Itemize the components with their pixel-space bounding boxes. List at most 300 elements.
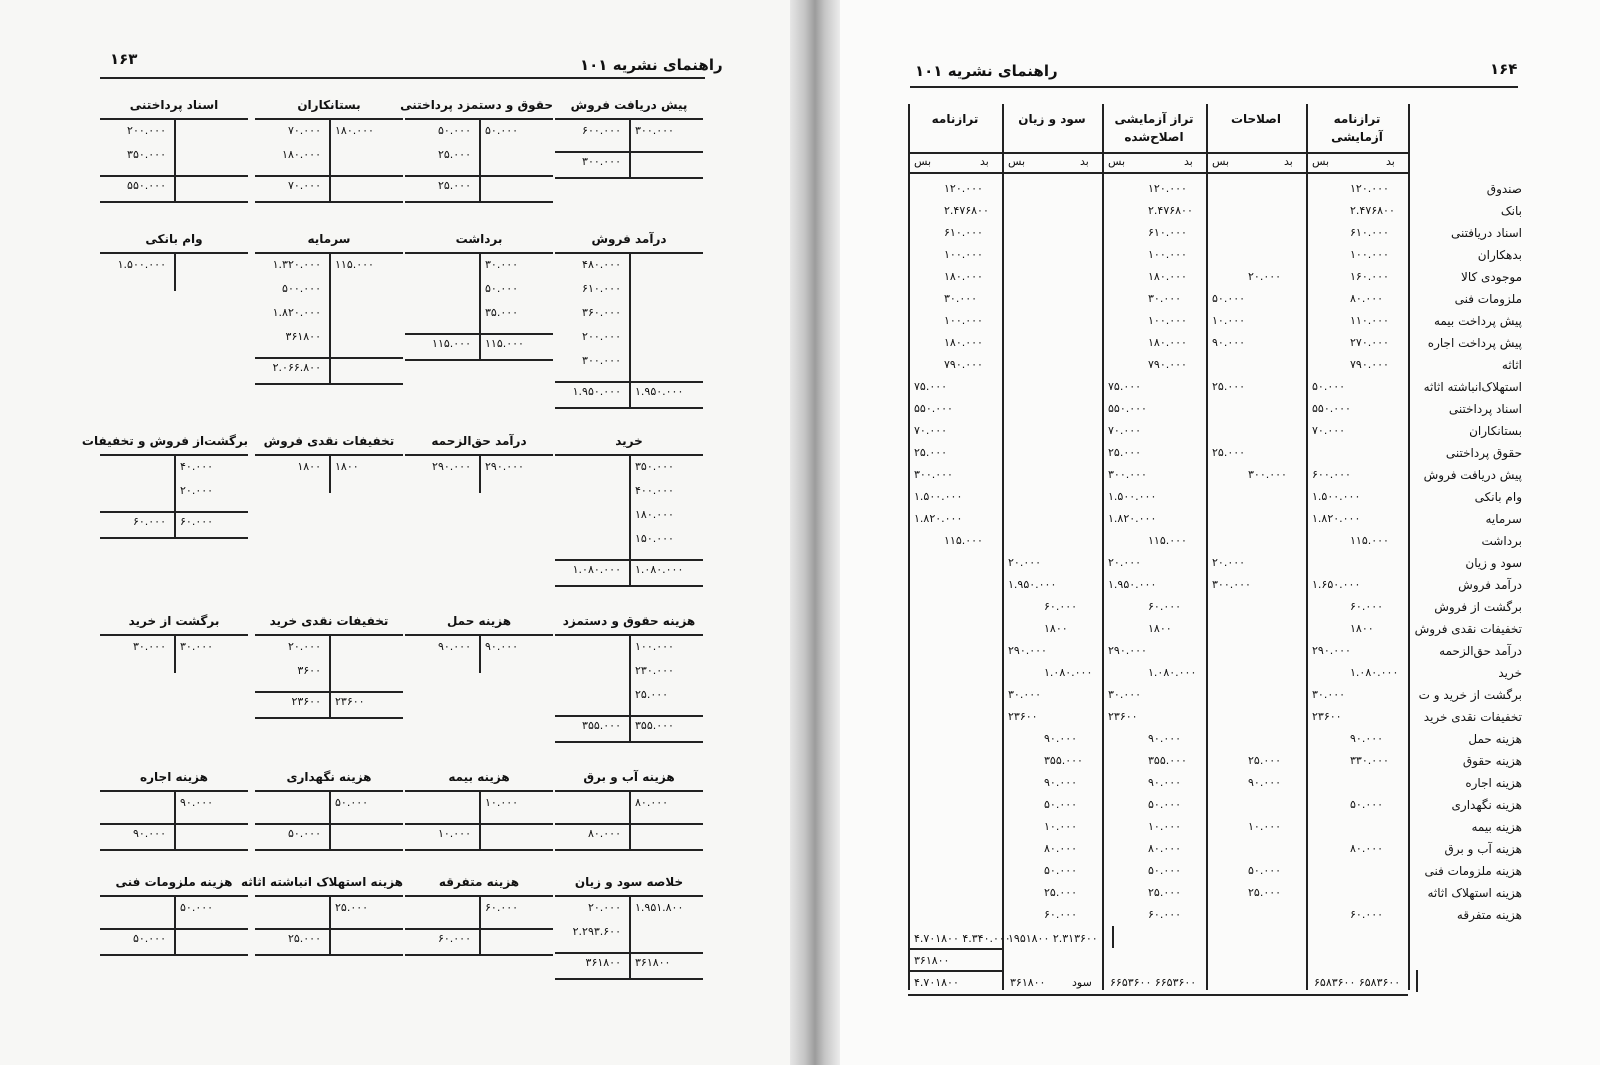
- left-page: [0, 0, 790, 1065]
- header-rule: [908, 152, 1408, 154]
- debit-cell: ۱۰۰.۰۰۰: [1350, 248, 1389, 261]
- account-label: وام بانکی: [1474, 490, 1522, 504]
- credit-cell: ۲۹۰.۰۰۰: [1108, 644, 1147, 657]
- balance-credit: ۱.۰۸۰.۰۰۰: [572, 563, 621, 576]
- t-account-bottom-rule: [255, 201, 403, 203]
- t-account-divider: [329, 253, 331, 385]
- account-label: اسناد پرداختنی: [1448, 402, 1522, 416]
- credit-cell: ۱.۸۲۰.۰۰۰: [1108, 512, 1157, 525]
- debit-entry: ۹۰.۰۰۰: [180, 796, 214, 809]
- account-label: هزینه اجاره: [1465, 776, 1522, 790]
- t-account-title: هزینه اجاره: [140, 770, 208, 784]
- t-account-title: پیش دریافت فروش: [570, 98, 688, 112]
- credit-cell: ۷۵.۰۰۰: [1108, 380, 1142, 393]
- right-header-rule: [910, 86, 1518, 88]
- t-account-bottom-rule: [555, 585, 703, 587]
- t-account-divider: [479, 896, 481, 956]
- debit-cell: ۳۰.۰۰۰: [1148, 292, 1182, 305]
- book-gutter: [790, 0, 840, 1065]
- debit-cell: ۱.۰۸۰.۰۰۰: [1044, 666, 1093, 679]
- credit-entry: ۳۶۱۸۰۰: [285, 330, 321, 343]
- credit-cell: ۷۰.۰۰۰: [1108, 424, 1142, 437]
- account-label: هزینه حمل: [1468, 732, 1522, 746]
- balance-credit: ۱۱۵.۰۰۰: [432, 337, 471, 350]
- t-account-divider: [174, 253, 176, 291]
- t-account-bottom-rule: [255, 383, 403, 385]
- balance-credit: ۲.۰۶۶.۸۰۰: [272, 361, 321, 374]
- credit-cell: ۲۵.۰۰۰: [1212, 446, 1246, 459]
- credit-cell: ۲۹۰.۰۰۰: [1312, 644, 1351, 657]
- debit-cell: ۱۰۰.۰۰۰: [1148, 248, 1187, 261]
- credit-entry: ۳۶۰۰: [297, 664, 321, 677]
- t-account-balance-rule: [405, 928, 553, 930]
- t-account-title: هزینه متفرقه: [438, 875, 520, 889]
- debit-cell: ۳۵۵.۰۰۰: [1148, 754, 1187, 767]
- t-account-divider: [629, 455, 631, 587]
- t-account-title: حقوق و دستمزد پرداختنی: [400, 98, 553, 112]
- debit-entry: ۳۰.۰۰۰: [485, 258, 519, 271]
- balance-credit: ۵۰.۰۰۰: [287, 827, 321, 840]
- t-account-divider: [174, 455, 176, 539]
- credit-entry: ۲۹۰.۰۰۰: [432, 460, 471, 473]
- account-label: موجودی کالا: [1460, 270, 1522, 284]
- t-account-title: تخفیفات نقدی فروش: [263, 434, 395, 448]
- debit-entry: ۲۵.۰۰۰: [635, 688, 669, 701]
- debit-entry: ۱۸۰.۰۰۰: [635, 508, 674, 521]
- t-account-balance-rule: [405, 333, 553, 335]
- debit-entry: ۲۹۰.۰۰۰: [485, 460, 524, 473]
- column-rule: [1408, 104, 1410, 990]
- column-header: اصلاحات: [1230, 112, 1282, 126]
- t-account-divider: [629, 896, 631, 980]
- debit-cell: ۹۰.۰۰۰: [1044, 776, 1078, 789]
- balance-debit: ۲۳۶۰۰: [335, 695, 365, 708]
- t-account-bottom-rule: [405, 201, 553, 203]
- t-account-bottom-rule: [255, 717, 403, 719]
- t-account-balance-rule: [100, 823, 248, 825]
- credit-entry: ۱۸۰.۰۰۰: [282, 148, 321, 161]
- column-header: تراز آزمایشی اصلاح‌شده: [1114, 112, 1194, 144]
- t-account-balance-rule: [100, 511, 248, 513]
- account-label: بستانکاران: [1469, 424, 1522, 438]
- account-label: خرید: [1498, 666, 1522, 680]
- credit-cell: ۵۰.۰۰۰: [1312, 380, 1346, 393]
- credit-cell: ۶۰۰.۰۰۰: [1312, 468, 1351, 481]
- credit-cell: ۲۵.۰۰۰: [914, 446, 948, 459]
- credit-cell: ۱.۸۲۰.۰۰۰: [914, 512, 963, 525]
- t-account-title: تخفیفات نقدی خرید: [269, 614, 389, 628]
- t-account-divider: [479, 253, 481, 361]
- balance-credit: ۶۰.۰۰۰: [437, 932, 471, 945]
- balance-credit: ۲۳۶۰۰: [291, 695, 321, 708]
- credit-cell: ۱.۶۵۰.۰۰۰: [1312, 578, 1361, 591]
- t-account-title: هزینه بیمه: [448, 770, 510, 784]
- account-label: درآمد فروش: [1458, 578, 1522, 592]
- credit-cell: ۵۵۰.۰۰۰: [914, 402, 953, 415]
- credit-entry: ۳۰۰.۰۰۰: [582, 354, 621, 367]
- credit-cell: ۲۹۰.۰۰۰: [1008, 644, 1047, 657]
- debit-cell: ۲۰.۰۰۰: [1248, 270, 1282, 283]
- debit-cell: ۹۰.۰۰۰: [1248, 776, 1282, 789]
- t-account-balance-rule: [405, 823, 553, 825]
- debit-entry: ۱۱۵.۰۰۰: [335, 258, 374, 271]
- debit-cell: ۸۰.۰۰۰: [1350, 842, 1384, 855]
- credit-cell: ۲۳۶۰۰: [1312, 710, 1342, 723]
- balance-credit: ۹۰.۰۰۰: [132, 827, 166, 840]
- account-label: برداشت: [1481, 534, 1522, 548]
- debit-entry: ۵۰.۰۰۰: [485, 124, 519, 137]
- debit-cell: ۳۵۵.۰۰۰: [1044, 754, 1083, 767]
- debit-cell: ۹۰.۰۰۰: [1350, 732, 1384, 745]
- debit-cell: ۶۰.۰۰۰: [1350, 600, 1384, 613]
- debit-entry: ۱۸۰۰: [335, 460, 359, 473]
- credit-cell: ۳۰.۰۰۰: [1008, 688, 1042, 701]
- account-label: اثاثه: [1501, 358, 1522, 372]
- debit-cell: ۲۵.۰۰۰: [1248, 886, 1282, 899]
- t-account-bottom-rule: [555, 177, 703, 179]
- t-account-title: هزینه حقوق و دستمزد: [562, 614, 696, 628]
- balance-credit: ۵۵۰.۰۰۰: [127, 179, 166, 192]
- t-account-title: درآمد فروش: [591, 232, 667, 246]
- debit-cell: ۶۱۰.۰۰۰: [944, 226, 983, 239]
- account-label: بدهکاران: [1477, 248, 1522, 262]
- t-account-title: هزینه آب و برق: [583, 770, 675, 784]
- column-rule: [1002, 104, 1004, 990]
- t-account-bottom-rule: [555, 741, 703, 743]
- t-account-title: هزینه نگهداری: [286, 770, 372, 784]
- t-account-divider: [329, 635, 331, 719]
- debit-cell: ۱.۰۸۰.۰۰۰: [1350, 666, 1399, 679]
- debit-cell: ۲۵.۰۰۰: [1248, 754, 1282, 767]
- debit-entry: ۱۸۰.۰۰۰: [335, 124, 374, 137]
- debit-cell: ۵۰.۰۰۰: [1148, 798, 1182, 811]
- debit-cell: ۶۰.۰۰۰: [1148, 600, 1182, 613]
- credit-cell: ۲۵.۰۰۰: [1212, 380, 1246, 393]
- bs-final-total: ۴.۷۰۱۸۰۰: [914, 976, 959, 989]
- right-header-title: راهنمای نشریه ۱۰۱: [915, 62, 1058, 80]
- debit-cell: ۹۰.۰۰۰: [1148, 776, 1182, 789]
- t-account-title: برداشت: [455, 232, 503, 246]
- debit-entry: ۹۰.۰۰۰: [485, 640, 519, 653]
- t-account-bottom-rule: [100, 849, 248, 851]
- debit-entry: ۲۳۰.۰۰۰: [635, 664, 674, 677]
- debit-cell: ۲۷۰.۰۰۰: [1350, 336, 1389, 349]
- bs-totals-rule: [908, 948, 1002, 950]
- bs-profit-line: ۳۶۱۸۰۰: [914, 954, 950, 967]
- subheader-credit: بس: [1008, 155, 1026, 168]
- debit-cell: ۱۱۰.۰۰۰: [1350, 314, 1389, 327]
- debit-cell: ۱۰.۰۰۰: [1044, 820, 1078, 833]
- balance-debit: ۱.۰۸۰.۰۰۰: [635, 563, 684, 576]
- balance-credit: ۶۰.۰۰۰: [132, 515, 166, 528]
- credit-cell: ۲۰.۰۰۰: [1212, 556, 1246, 569]
- account-label: صندوق: [1486, 182, 1522, 196]
- debit-entry: ۵۰.۰۰۰: [335, 796, 369, 809]
- subheader-credit: بس: [1108, 155, 1126, 168]
- t-account-balance-rule: [255, 928, 403, 930]
- t-account-bottom-rule: [405, 849, 553, 851]
- credit-cell: ۳۰۰.۰۰۰: [914, 468, 953, 481]
- t-account-bottom-rule: [555, 978, 703, 980]
- credit-cell: ۲۰.۰۰۰: [1108, 556, 1142, 569]
- account-label: تخفیفات نقدی خرید: [1423, 710, 1522, 724]
- final-rule: [908, 994, 1408, 996]
- t-account-bottom-rule: [100, 537, 248, 539]
- t-account-divider: [174, 791, 176, 851]
- account-label: ملزومات فنی: [1454, 292, 1522, 306]
- debit-cell: ۲۵.۰۰۰: [1044, 886, 1078, 899]
- credit-entry: ۴۸۰.۰۰۰: [582, 258, 621, 271]
- t-account-balance-rule: [555, 715, 703, 717]
- credit-cell: ۱.۸۲۰.۰۰۰: [1312, 512, 1361, 525]
- account-label: استهلاک‌انباشته اثاثه: [1423, 380, 1522, 394]
- debit-cell: ۶۱۰.۰۰۰: [1148, 226, 1187, 239]
- left-page-number: ۱۶۳: [110, 50, 138, 68]
- credit-cell: ۳۰.۰۰۰: [1108, 688, 1142, 701]
- t-account-divider: [174, 896, 176, 956]
- credit-cell: ۱.۹۵۰.۰۰۰: [1008, 578, 1057, 591]
- t-account-bottom-rule: [100, 954, 248, 956]
- balance-credit: ۱۰.۰۰۰: [437, 827, 471, 840]
- credit-cell: ۲۳۶۰۰: [1108, 710, 1138, 723]
- t-account-title: برگشت از خرید: [128, 614, 220, 628]
- account-label: پیش دریافت فروش: [1423, 468, 1522, 482]
- debit-entry: ۳۰.۰۰۰: [180, 640, 214, 653]
- debit-entry: ۵۰.۰۰۰: [485, 282, 519, 295]
- debit-cell: ۶۰.۰۰۰: [1148, 908, 1182, 921]
- profit-label: سود: [1072, 976, 1092, 989]
- debit-entry: ۱.۹۵۱.۸۰۰: [635, 901, 684, 914]
- account-label: درآمد حق‌الزحمه: [1439, 644, 1522, 658]
- subheader-credit: بس: [1312, 155, 1330, 168]
- right-page-number: ۱۶۴: [1490, 60, 1518, 78]
- debit-cell: ۱۰.۰۰۰: [1148, 820, 1182, 833]
- debit-cell: ۱۱۵.۰۰۰: [1148, 534, 1187, 547]
- credit-entry: ۲.۲۹۳.۶۰۰: [572, 925, 621, 938]
- debit-entry: ۳۰۰.۰۰۰: [635, 124, 674, 137]
- debit-cell: ۸۰.۰۰۰: [1044, 842, 1078, 855]
- credit-entry: ۳۶۰.۰۰۰: [582, 306, 621, 319]
- profit-value: ۳۶۱۸۰۰: [1010, 976, 1046, 989]
- credit-cell: ۳۰.۰۰۰: [1312, 688, 1346, 701]
- debit-cell: ۶۰.۰۰۰: [1044, 600, 1078, 613]
- t-account-divider: [329, 119, 331, 203]
- credit-entry: ۳۰.۰۰۰: [132, 640, 166, 653]
- debit-cell: ۶۰.۰۰۰: [1350, 908, 1384, 921]
- t-account-divider: [479, 119, 481, 203]
- debit-cell: ۳۰.۰۰۰: [944, 292, 978, 305]
- t-account-divider: [629, 253, 631, 409]
- t-account-divider: [479, 635, 481, 673]
- subheader-debit: بد: [980, 155, 989, 168]
- subheader-rule: [908, 172, 1408, 174]
- debit-cell: ۹۰.۰۰۰: [1148, 732, 1182, 745]
- adjusted-tb-final-total: ۶۶۵۳۶۰۰ ۶۶۵۳۶۰۰: [1110, 976, 1197, 989]
- credit-entry: ۵۰.۰۰۰: [437, 124, 471, 137]
- balance-credit: ۳۶۱۸۰۰: [585, 956, 621, 969]
- debit-cell: ۱۰۰.۰۰۰: [944, 314, 983, 327]
- balance-credit: ۲۵.۰۰۰: [437, 179, 471, 192]
- t-account-title: هزینه حمل: [446, 614, 512, 628]
- credit-cell: ۱.۵۰۰.۰۰۰: [1312, 490, 1361, 503]
- debit-cell: ۱۸۰۰: [1148, 622, 1172, 635]
- debit-entry: ۳۵۰.۰۰۰: [635, 460, 674, 473]
- credit-cell: ۲۵.۰۰۰: [1108, 446, 1142, 459]
- credit-cell: ۱.۹۵۰.۰۰۰: [1108, 578, 1157, 591]
- credit-entry: ۷۰.۰۰۰: [287, 124, 321, 137]
- credit-cell: ۵۵۰.۰۰۰: [1312, 402, 1351, 415]
- debit-cell: ۶۰.۰۰۰: [1044, 908, 1078, 921]
- subheader-credit: بس: [914, 155, 932, 168]
- t-account-balance-rule: [255, 823, 403, 825]
- account-label: هزینه نگهداری: [1451, 798, 1522, 812]
- debit-entry: ۱۵۰.۰۰۰: [635, 532, 674, 545]
- account-label: هزینه متفرقه: [1456, 908, 1522, 922]
- bs-profit-rule: [908, 970, 1002, 972]
- account-label: تخفیفات نقدی فروش: [1414, 622, 1522, 636]
- credit-entry: ۲۰.۰۰۰: [587, 901, 621, 914]
- credit-entry: ۱.۸۲۰.۰۰۰: [272, 306, 321, 319]
- credit-entry: ۲۰۰.۰۰۰: [127, 124, 166, 137]
- debit-entry: ۳۵.۰۰۰: [485, 306, 519, 319]
- pl-totals: ۲.۳۱۳۶۰۰ ۱۹۵۱۸۰۰: [1008, 932, 1098, 945]
- debit-cell: ۱۱۵.۰۰۰: [944, 534, 983, 547]
- debit-cell: ۱۸۰.۰۰۰: [1148, 336, 1187, 349]
- t-account-balance-rule: [555, 952, 703, 954]
- t-account-balance-rule: [100, 175, 248, 177]
- t-account-divider: [329, 791, 331, 851]
- pl-totals-rule: [1112, 926, 1114, 948]
- balance-debit: ۱۱۵.۰۰۰: [485, 337, 524, 350]
- subheader-credit: بس: [1212, 155, 1230, 168]
- debit-cell: ۳۰۰.۰۰۰: [1248, 468, 1287, 481]
- debit-cell: ۱۲۰.۰۰۰: [1350, 182, 1389, 195]
- credit-cell: ۷۰.۰۰۰: [1312, 424, 1346, 437]
- t-account-title: هزینه ملزومات فنی: [115, 875, 233, 889]
- balance-credit: ۸۰.۰۰۰: [587, 827, 621, 840]
- tb-final-rule: [1416, 970, 1418, 992]
- debit-cell: ۱۱۵.۰۰۰: [1350, 534, 1389, 547]
- t-account-bottom-rule: [555, 407, 703, 409]
- account-label: برگشت از فروش: [1434, 600, 1522, 614]
- subheader-debit: بد: [1080, 155, 1089, 168]
- debit-cell: ۱.۰۸۰.۰۰۰: [1148, 666, 1197, 679]
- credit-entry: ۶۱۰.۰۰۰: [582, 282, 621, 295]
- account-label: هزینه آب و برق: [1444, 842, 1522, 856]
- t-account-title: هزینه استهلاک انباشته اثاثه: [240, 875, 403, 889]
- t-account-bottom-rule: [255, 849, 403, 851]
- balance-credit: ۵۰.۰۰۰: [132, 932, 166, 945]
- t-account-divider: [329, 455, 331, 493]
- t-account-title: سرمایه: [307, 232, 351, 246]
- trial-balance-final-total: ۶۵۸۳۶۰۰ ۶۵۸۳۶۰۰: [1314, 976, 1401, 989]
- t-account-bottom-rule: [405, 954, 553, 956]
- subheader-debit: بد: [1386, 155, 1395, 168]
- credit-cell: ۱.۵۰۰.۰۰۰: [914, 490, 963, 503]
- balance-credit: ۲۵.۰۰۰: [287, 932, 321, 945]
- left-header-rule: [100, 77, 705, 79]
- t-account-divider: [629, 791, 631, 851]
- credit-entry: ۳۵۰.۰۰۰: [127, 148, 166, 161]
- debit-cell: ۱۸۰.۰۰۰: [944, 336, 983, 349]
- credit-entry: ۱.۵۰۰.۰۰۰: [117, 258, 166, 271]
- column-rule: [908, 104, 910, 990]
- credit-cell: ۳۰۰.۰۰۰: [1212, 578, 1251, 591]
- balance-debit: ۱.۹۵۰.۰۰۰: [635, 385, 684, 398]
- debit-cell: ۵۰.۰۰۰: [1350, 798, 1384, 811]
- account-label: هزینه استهلاک اثاثه: [1427, 886, 1522, 900]
- debit-entry: ۲۵.۰۰۰: [335, 901, 369, 914]
- t-account-bottom-rule: [100, 201, 248, 203]
- credit-cell: ۷۵.۰۰۰: [914, 380, 948, 393]
- t-account-divider: [479, 455, 481, 493]
- credit-cell: ۷۰.۰۰۰: [914, 424, 948, 437]
- t-account-divider: [329, 896, 331, 956]
- debit-cell: ۸۰.۰۰۰: [1148, 842, 1182, 855]
- account-label: اسناد دریافتنی: [1451, 226, 1522, 240]
- credit-cell: ۳۰۰.۰۰۰: [1108, 468, 1147, 481]
- subheader-debit: بد: [1184, 155, 1193, 168]
- debit-cell: ۵۰.۰۰۰: [1248, 864, 1282, 877]
- account-label: هزینه حقوق: [1462, 754, 1522, 768]
- debit-cell: ۵۰.۰۰۰: [1148, 864, 1182, 877]
- account-label: سود و زیان: [1465, 556, 1522, 570]
- debit-entry: ۴۰.۰۰۰: [180, 460, 214, 473]
- debit-cell: ۶۱۰.۰۰۰: [1350, 226, 1389, 239]
- t-account-title: برگشت‌از فروش و تخفیفات: [81, 434, 248, 448]
- credit-entry: ۵۰۰.۰۰۰: [282, 282, 321, 295]
- t-account-balance-rule: [255, 691, 403, 693]
- debit-cell: ۱۰۰.۰۰۰: [1148, 314, 1187, 327]
- t-account-divider: [479, 791, 481, 851]
- credit-entry: ۲۰۰.۰۰۰: [582, 330, 621, 343]
- t-account-balance-rule: [255, 175, 403, 177]
- debit-cell: ۱۸۰۰: [1350, 622, 1374, 635]
- balance-debit: ۳۶۱۸۰۰: [635, 956, 671, 969]
- debit-cell: ۱۸۰.۰۰۰: [1148, 270, 1187, 283]
- debit-entry: ۸۰.۰۰۰: [635, 796, 669, 809]
- credit-cell: ۱۰.۰۰۰: [1212, 314, 1246, 327]
- credit-entry: ۲۰.۰۰۰: [287, 640, 321, 653]
- t-account-balance-rule: [555, 381, 703, 383]
- left-header-title: راهنمای نشریه ۱۰۱: [580, 56, 723, 74]
- debit-entry: ۲۰.۰۰۰: [180, 484, 214, 497]
- credit-entry: ۹۰.۰۰۰: [437, 640, 471, 653]
- credit-cell: ۲۳۶۰۰: [1008, 710, 1038, 723]
- t-account-balance-rule: [555, 151, 703, 153]
- credit-entry: ۱۸۰۰: [297, 460, 321, 473]
- debit-cell: ۱۰۰.۰۰۰: [944, 248, 983, 261]
- debit-cell: ۷۹۰.۰۰۰: [1148, 358, 1187, 371]
- t-account-divider: [174, 119, 176, 203]
- balance-debit: ۶۰.۰۰۰: [180, 515, 214, 528]
- t-account-divider: [629, 119, 631, 179]
- debit-cell: ۲۵.۰۰۰: [1148, 886, 1182, 899]
- t-account-title: اسناد پرداختنی: [129, 98, 219, 112]
- account-label: سرمایه: [1485, 512, 1522, 526]
- t-account-divider: [174, 635, 176, 673]
- column-header: سود و زیان: [1018, 112, 1086, 126]
- column-header: ترازنامه آزمایشی: [1331, 112, 1383, 144]
- debit-cell: ۱۲۰.۰۰۰: [1148, 182, 1187, 195]
- balance-credit: ۱.۹۵۰.۰۰۰: [572, 385, 621, 398]
- credit-cell: ۵۵۰.۰۰۰: [1108, 402, 1147, 415]
- credit-entry: ۲۵.۰۰۰: [437, 148, 471, 161]
- credit-cell: ۱.۵۰۰.۰۰۰: [1108, 490, 1157, 503]
- debit-cell: ۵۰.۰۰۰: [1044, 864, 1078, 877]
- account-label: هزینه ملزومات فنی: [1424, 864, 1522, 878]
- debit-entry: ۴۰۰.۰۰۰: [635, 484, 674, 497]
